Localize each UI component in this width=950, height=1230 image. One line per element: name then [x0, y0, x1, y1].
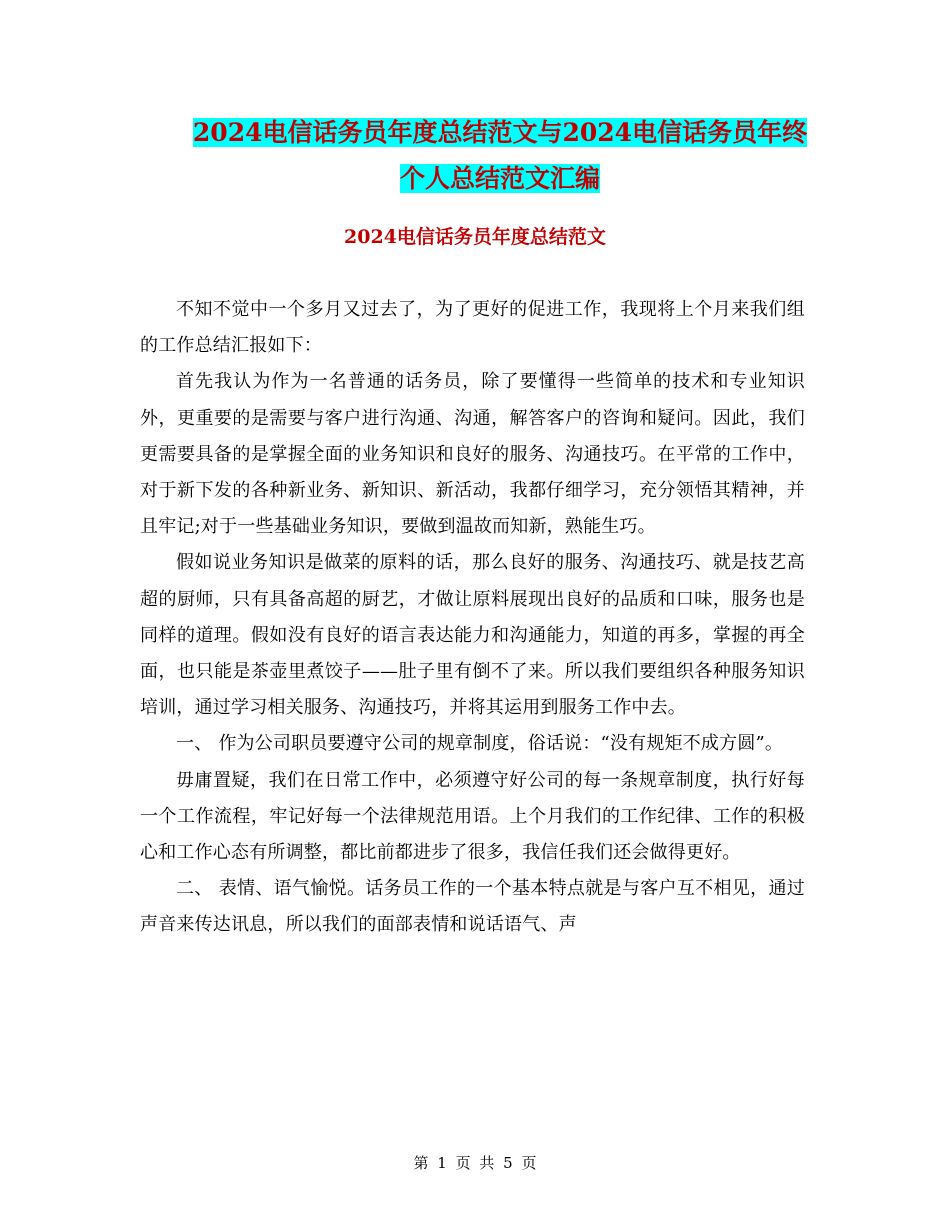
document-title	[120, 110, 880, 202]
page-footer: 第 1 页 共 5 页	[413, 1154, 537, 1172]
section-title: 2024电信话务员年度总结范文	[344, 226, 606, 248]
document-title-line1: 2024电信话务员年度总结范文与2024电信话务员年终	[192, 118, 808, 147]
paragraph: 毋庸置疑，我们在日常工作中，必须遵守好公司的每一条规章制度，执行好每一个工作流程，牢记好每一个法律规范用语。上个月我们的工作纪律、工作的积极心和工作心态有所调整，都比前都进步了很多，我信任我们还会做得更好。	[140, 769, 805, 864]
paragraph: 假如说业务知识是做菜的原料的话，那么良好的服务、沟通技巧、就是技艺高超的厨师，只有具备高超的厨艺，才做让原料展现出良好的品质和口味，服务也是同样的道理。假如没有良好的语言表达能力和沟通能力，知道的再多，掌握的再全面，也只能是茶壶里煮饺子——肚子里有倒不了来。所以我们要组织各种服务知识培训，通过学习相关服务、沟通技巧，并将其运用到服务工作中去。	[140, 552, 805, 719]
paragraph: 首先我认为作为一名普通的话务员，除了要懂得一些简单的技术和专业知识外，更重要的是需要与客户进行沟通、沟通，解答客户的咨询和疑问。因此，我们更需要具备的是掌握全面的业务知识和良好的服务、沟通技巧。在平常的工作中，对于新下发的各种新业务、新知识、新活动，我都仔细学习，充分领悟其精神，并且牢记;对于一些基础业务知识，要做到温故而知新，熟能生巧。	[140, 371, 805, 538]
document-body	[140, 292, 805, 944]
paragraph: 一、 作为公司职员要遵守公司的规章制度，俗话说：“没有规矩不成方圆”。	[176, 733, 784, 755]
paragraph: 二、 表情、语气愉悦。话务员工作的一个基本特点就是与客户互不相见，通过声音来传达讯息，所以我们的面部表情和说话语气、声	[140, 878, 805, 936]
paragraph: 不知不觉中一个多月又过去了，为了更好的促进工作，我现将上个月来我们组的工作总结汇报如下：	[140, 299, 805, 357]
document-title-line2: 个人总结范文汇编	[399, 164, 600, 193]
